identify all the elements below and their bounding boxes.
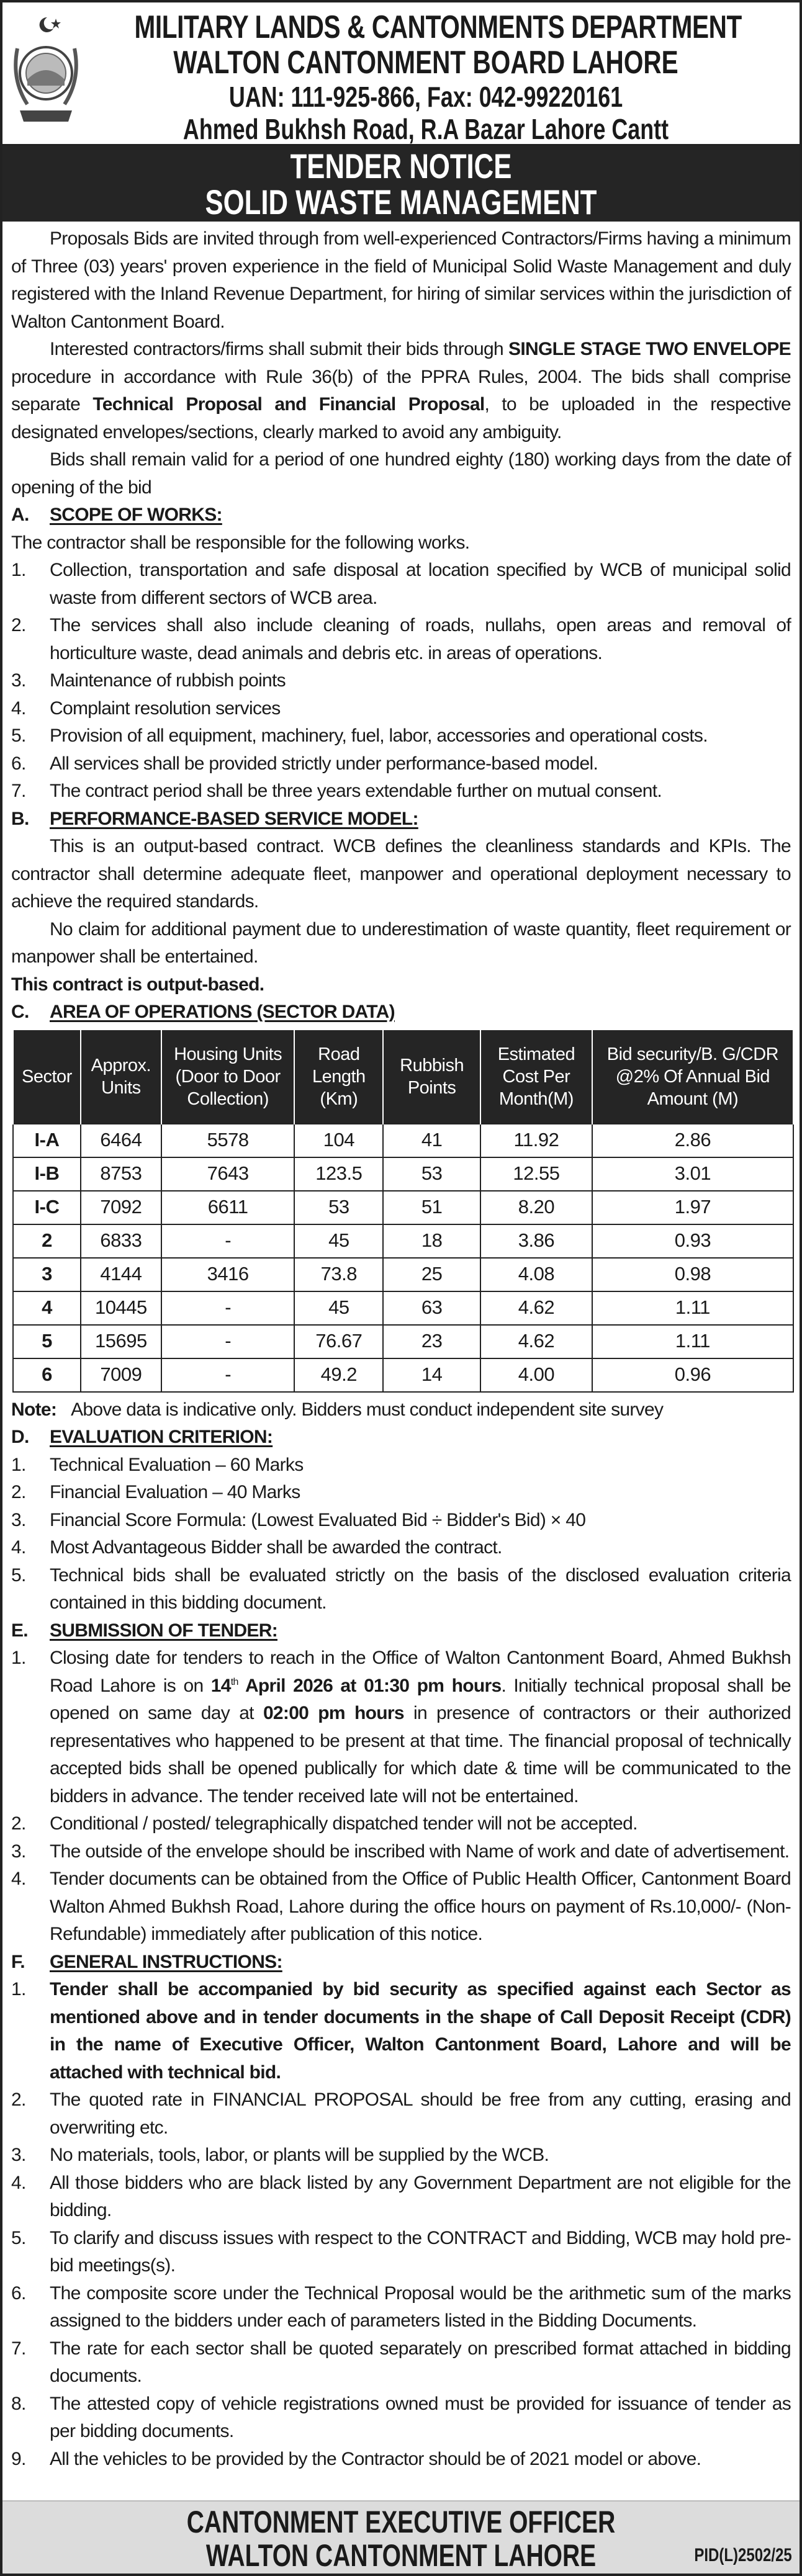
table-cell: 7009 bbox=[81, 1358, 161, 1392]
list-number: 3. bbox=[11, 670, 26, 691]
list-item bbox=[11, 1645, 791, 1810]
text-segment: This is an output-based contract. WCB defines the cleanliness standards and KPIs. The contractor shall determine adequate fleet, manpower and operational deployment necessary to achieve the required standards. bbox=[11, 836, 791, 912]
list-number: 8. bbox=[11, 2393, 26, 2414]
list-text bbox=[50, 557, 791, 612]
list-number: 6. bbox=[11, 2282, 26, 2304]
text-segment: Technical Proposal and Financial Proposal bbox=[92, 394, 485, 415]
table-cell: 7643 bbox=[161, 1157, 295, 1191]
list-text bbox=[50, 2390, 791, 2446]
list-number: 3. bbox=[11, 1509, 26, 1530]
list-text bbox=[50, 695, 791, 723]
table-cell: 0.98 bbox=[592, 1258, 793, 1291]
notice-title: TENDER NOTICE bbox=[290, 146, 512, 186]
table-row bbox=[13, 1258, 793, 1291]
list-text bbox=[50, 1479, 791, 1507]
list-item bbox=[11, 722, 791, 750]
table-cell: 1.11 bbox=[592, 1291, 793, 1325]
table-cell: 4144 bbox=[81, 1258, 161, 1291]
list-text bbox=[50, 2335, 791, 2390]
text-segment: The quoted rate in FINANCIAL PROPOSAL should be free from any cutting, erasing and overwriting etc. bbox=[50, 2089, 791, 2138]
table-cell: 1.11 bbox=[592, 1325, 793, 1358]
list-item bbox=[11, 612, 791, 667]
text-segment: SINGLE STAGE TWO ENVELOPE bbox=[508, 339, 791, 359]
text-segment: Technical bids shall be evaluated strictly on the basis of the disclosed evaluation criteria contained in this bidding document. bbox=[50, 1564, 791, 1613]
table-cell: 6611 bbox=[161, 1191, 295, 1224]
sector-cell: 3 bbox=[13, 1258, 81, 1291]
text-segment: This contract is output-based. bbox=[11, 974, 264, 995]
table-cell: 0.93 bbox=[592, 1224, 793, 1258]
table-cell: 3416 bbox=[161, 1258, 295, 1291]
department-name: MILITARY LANDS & CANTONMENTS DEPARTMENT bbox=[134, 9, 742, 45]
letterhead bbox=[2, 2, 800, 146]
section-title: EVALUATION CRITERION: bbox=[50, 1427, 273, 1447]
table-cell: 49.2 bbox=[294, 1358, 383, 1392]
text-segment: No materials, tools, labor, or plants will be supplied by the WCB. bbox=[50, 2145, 549, 2165]
list-text bbox=[50, 750, 791, 778]
table-cell: 4.62 bbox=[480, 1325, 592, 1358]
text-segment: Maintenance of rubbish points bbox=[50, 670, 286, 691]
table-cell: - bbox=[161, 1325, 295, 1358]
list-item bbox=[11, 1562, 791, 1617]
text-segment: procedure in accordance with Rule 36(b) of the PPRA Rules, 2004. The bids shall comprise separate bbox=[11, 366, 791, 415]
text-segment: Collection, transportation and safe disposal at location specified by WCB of municipal solid waste from different sectors of WCB area. bbox=[50, 560, 791, 608]
section-letter: C. bbox=[11, 1002, 29, 1022]
list-text bbox=[50, 1645, 791, 1810]
section-heading bbox=[11, 806, 791, 833]
list-text bbox=[50, 1562, 791, 1617]
table-row bbox=[13, 1157, 793, 1191]
list-text bbox=[50, 2446, 791, 2474]
section-heading bbox=[11, 1424, 791, 1452]
table-cell: 3.86 bbox=[480, 1224, 592, 1258]
list-item bbox=[11, 667, 791, 695]
text-segment: No claim for additional payment due to underestimation of waste quantity, fleet requirement or manpower shall be entertained. bbox=[11, 918, 791, 967]
signature-footer bbox=[2, 2500, 800, 2574]
table-cell: 51 bbox=[383, 1191, 480, 1224]
text-segment: The outside of the envelope should be inscribed with Name of work and date of advertisement. bbox=[50, 1841, 790, 1862]
section-title: GENERAL INSTRUCTIONS: bbox=[50, 1951, 282, 1972]
note-text: Above data is indicative only. Bidders must conduct independent site survey bbox=[71, 1399, 664, 1420]
table-cell: - bbox=[161, 1224, 295, 1258]
table-cell: 23 bbox=[383, 1325, 480, 1358]
text-segment: Conditional / posted/ telegraphically dispatched tender will not be accepted. bbox=[50, 1813, 638, 1834]
section-performance-model bbox=[11, 806, 791, 999]
column-header: Estimated Cost Per Month(M) bbox=[480, 1030, 592, 1124]
text-segment: April 2026 at 01:30 pm hours bbox=[238, 1675, 502, 1696]
text-segment: To clarify and discuss issues with respect to the CONTRACT and Bidding, WCB may hold pre-bid meetings(s). bbox=[50, 2227, 791, 2276]
title-banner bbox=[2, 146, 800, 222]
list-text bbox=[50, 2225, 791, 2280]
paragraph bbox=[11, 336, 791, 446]
text-segment: The rate for each sector shall be quoted separately on prescribed format attached in bidding documents. bbox=[50, 2338, 791, 2386]
text-segment: The services shall also include cleaning of roads, nullahs, open areas and removal of horticulture waste, dead animals and debris etc. in areas of operations. bbox=[50, 615, 791, 663]
list-text bbox=[50, 778, 791, 806]
table-cell: 1.97 bbox=[592, 1191, 793, 1224]
list-number: 4. bbox=[11, 698, 26, 719]
text-segment: Tender shall be accompanied by bid security as specified against each Sector as mentioned above and in tender documents in the shape of Call Deposit Receipt (CDR) in the name of Executive Officer, Walton Cantonment Board, Lahore and will be attached with technical bid. bbox=[50, 1979, 791, 2083]
section-title: SCOPE OF WORKS: bbox=[50, 505, 222, 525]
section-letter: D. bbox=[11, 1427, 29, 1447]
section-letter: F. bbox=[11, 1951, 25, 1972]
list-number: 1. bbox=[11, 1979, 26, 1999]
table-cell: 53 bbox=[383, 1157, 480, 1191]
table-cell: 45 bbox=[294, 1291, 383, 1325]
table-cell: 2.86 bbox=[592, 1124, 793, 1157]
board-name: WALTON CANTONMENT BOARD LAHORE bbox=[173, 45, 678, 81]
text-segment: Proposals Bids are invited through from well-experienced Contractors/Firms having a minimum of Three (03) years' proven experience in the field of Municipal Solid Waste Management and duly registered with the Inland Revenue Department, for hiring of similar services within the jurisdiction of Walton Cantonment Board. bbox=[11, 228, 791, 332]
list-item bbox=[11, 1452, 791, 1479]
table-cell: 15695 bbox=[81, 1325, 161, 1358]
intro bbox=[11, 225, 791, 501]
section-heading bbox=[11, 1949, 791, 1977]
note-label: Note: bbox=[11, 1399, 57, 1420]
table-cell: 123.5 bbox=[294, 1157, 383, 1191]
table-cell: 10445 bbox=[81, 1291, 161, 1325]
table-cell: - bbox=[161, 1358, 295, 1392]
list-item bbox=[11, 1865, 791, 1949]
table-cell: 4.08 bbox=[480, 1258, 592, 1291]
list-text bbox=[50, 722, 791, 750]
text-segment: Bids shall remain valid for a period of one hundred eighty (180) working days from the date of opening of the bid bbox=[11, 449, 791, 498]
list-number: 6. bbox=[11, 753, 26, 774]
list-text bbox=[50, 1452, 791, 1479]
section-heading bbox=[11, 501, 791, 529]
list-item bbox=[11, 2280, 791, 2335]
list-item bbox=[11, 778, 791, 806]
list-text bbox=[50, 612, 791, 667]
list-number: 1. bbox=[11, 1454, 26, 1475]
list-text bbox=[50, 1838, 791, 1866]
table-cell: 3.01 bbox=[592, 1157, 793, 1191]
list-text bbox=[50, 1865, 791, 1949]
list-text bbox=[50, 2170, 791, 2225]
column-header: Approx. Units bbox=[81, 1030, 161, 1124]
list-text bbox=[50, 1976, 791, 2086]
list-number: 2. bbox=[11, 615, 26, 635]
table-cell: 41 bbox=[383, 1124, 480, 1157]
sector-cell: 6 bbox=[13, 1358, 81, 1392]
notice-body bbox=[2, 222, 800, 2473]
list-text bbox=[50, 1534, 791, 1562]
notice-subtitle: SOLID WASTE MANAGEMENT bbox=[205, 182, 597, 222]
list-item bbox=[11, 2446, 791, 2474]
table-row bbox=[13, 1224, 793, 1258]
list-number: 4. bbox=[11, 1537, 26, 1558]
table-row bbox=[13, 1358, 793, 1392]
table-cell: - bbox=[161, 1291, 295, 1325]
table-cell: 73.8 bbox=[294, 1258, 383, 1291]
table-cell: 4.62 bbox=[480, 1291, 592, 1325]
list-number: 3. bbox=[11, 1841, 26, 1862]
list-item bbox=[11, 1534, 791, 1562]
sector-cell: 4 bbox=[13, 1291, 81, 1325]
column-header: Housing Units (Door to Door Collection) bbox=[161, 1030, 295, 1124]
table-cell: 14 bbox=[383, 1358, 480, 1392]
text-segment: Provision of all equipment, machinery, fuel, labor, accessories and operational costs. bbox=[50, 725, 708, 746]
section-heading bbox=[11, 999, 791, 1026]
sector-cell: I-B bbox=[13, 1157, 81, 1191]
paragraph bbox=[11, 916, 791, 971]
text-segment: The contract period shall be three years extendable further on mutual consent. bbox=[50, 781, 662, 801]
list-item bbox=[11, 2390, 791, 2446]
list-number: 4. bbox=[11, 2172, 26, 2193]
list-item bbox=[11, 2086, 791, 2142]
section-evaluation-criterion bbox=[11, 1424, 791, 1617]
text-segment: The contractor shall be responsible for the following works. bbox=[11, 532, 470, 553]
text-segment: All services shall be provided strictly under performance-based model. bbox=[50, 753, 598, 774]
text-segment: Complaint resolution services bbox=[50, 698, 281, 719]
list-text bbox=[50, 1810, 791, 1838]
column-header: Rubbish Points bbox=[383, 1030, 480, 1124]
list-item bbox=[11, 2225, 791, 2280]
sector-data-table bbox=[12, 1030, 794, 1393]
list-item bbox=[11, 1976, 791, 2086]
text-segment: Tender documents can be obtained from the Office of Public Health Officer, Cantonment Board Walton Ahmed Bukhsh Road, Lahore during the office hours on payment of Rs.10,000/- (Non-Refundable) immediately after publication of this notice. bbox=[50, 1869, 791, 1944]
list-number: 3. bbox=[11, 2145, 26, 2165]
list-number: 5. bbox=[11, 725, 26, 746]
list-number: 4. bbox=[11, 1869, 26, 1889]
column-header: Road Length (Km) bbox=[294, 1030, 383, 1124]
list-item bbox=[11, 2170, 791, 2225]
list-number: 5. bbox=[11, 1564, 26, 1586]
list-item bbox=[11, 1810, 791, 1838]
section-general-instructions bbox=[11, 1949, 791, 2474]
list-text bbox=[50, 2086, 791, 2142]
text-segment: Interested contractors/firms shall submit their bids through bbox=[50, 339, 509, 359]
table-cell: 45 bbox=[294, 1224, 383, 1258]
list-item bbox=[11, 2335, 791, 2390]
table-cell: 4.00 bbox=[480, 1358, 592, 1392]
officer-title: CANTONMENT EXECUTIVE OFFICER bbox=[186, 2505, 616, 2539]
list-number: 7. bbox=[11, 781, 26, 801]
text-segment: Technical Evaluation – 60 Marks bbox=[50, 1454, 304, 1475]
officer-office: WALTON CANTONMENT LAHORE bbox=[205, 2538, 597, 2573]
table-cell: 53 bbox=[294, 1191, 383, 1224]
list-item bbox=[11, 1838, 791, 1866]
list-number: 2. bbox=[11, 2089, 26, 2110]
text-segment: 02:00 pm hours bbox=[263, 1703, 404, 1723]
section-title: SUBMISSION OF TENDER: bbox=[50, 1620, 277, 1641]
section-scope-of-works bbox=[11, 501, 791, 806]
table-cell: 63 bbox=[383, 1291, 480, 1325]
table-cell: 12.55 bbox=[480, 1157, 592, 1191]
list-item bbox=[11, 750, 791, 778]
text-segment: The attested copy of vehicle registrations owned must be provided for issuance of tender as per bidding documents. bbox=[50, 2393, 791, 2441]
text-segment: . Initially technical proposal shall be opened on same day at bbox=[50, 1675, 791, 1723]
list-number: 7. bbox=[11, 2338, 26, 2359]
column-header: Bid security/B. G/CDR @2% Of Annual Bid Amount (M) bbox=[592, 1030, 793, 1124]
table-cell: 76.67 bbox=[294, 1325, 383, 1358]
table-header-row bbox=[13, 1030, 793, 1124]
list-number: 1. bbox=[11, 560, 26, 580]
table-cell: 18 bbox=[383, 1224, 480, 1258]
sector-cell: 2 bbox=[13, 1224, 81, 1258]
paragraph bbox=[11, 971, 791, 999]
table-row bbox=[13, 1325, 793, 1358]
table-cell: 6833 bbox=[81, 1224, 161, 1258]
text-segment: , to be uploaded in the respective designated envelopes/sections, clearly marked to avoid any ambiguity. bbox=[11, 394, 791, 442]
column-header: Sector bbox=[13, 1030, 81, 1124]
section-letter: A. bbox=[11, 505, 29, 525]
pid-number: PID(L)2502/25 bbox=[694, 2545, 792, 2565]
section-title: PERFORMANCE-BASED SERVICE MODEL: bbox=[50, 808, 418, 829]
list-text bbox=[50, 1507, 791, 1535]
table-cell: 11.92 bbox=[480, 1124, 592, 1157]
list-text bbox=[50, 2280, 791, 2335]
section-title: AREA OF OPERATIONS (SECTOR DATA) bbox=[50, 1002, 395, 1022]
text-segment: All those bidders who are black listed by any Government Department are not eligible for the bidding. bbox=[50, 2172, 791, 2220]
table-cell: 8.20 bbox=[480, 1191, 592, 1224]
text-segment: Financial Score Formula: (Lowest Evaluated Bid ÷ Bidder's Bid) × 40 bbox=[50, 1509, 586, 1530]
list-text bbox=[50, 2142, 791, 2170]
text-segment: in presence of contractors or their authorized representatives who happened to be present at that time. The financial proposal of technically accepted bids shall be opened publically for which date & time will be communicated to the bidders in advance. The tender received late will not be entertained. bbox=[50, 1703, 791, 1806]
sector-cell: 5 bbox=[13, 1325, 81, 1358]
table-note bbox=[11, 1396, 791, 1424]
list-text bbox=[50, 667, 791, 695]
section-area-of-operations bbox=[11, 999, 791, 1424]
text-segment: Most Advantageous Bidder shall be awarded the contract. bbox=[50, 1537, 502, 1558]
list-number: 1. bbox=[11, 1648, 26, 1668]
list-item bbox=[11, 1479, 791, 1507]
paragraph bbox=[11, 225, 791, 336]
list-number: 5. bbox=[11, 2227, 26, 2248]
list-item bbox=[11, 2142, 791, 2170]
table-cell: 8753 bbox=[81, 1157, 161, 1191]
paragraph bbox=[11, 833, 791, 916]
text-segment: 14 bbox=[210, 1675, 231, 1696]
text-segment: All the vehicles to be provided by the Contractor should be of 2021 model or above. bbox=[50, 2448, 701, 2469]
table-cell: 7092 bbox=[81, 1191, 161, 1224]
list-item bbox=[11, 695, 791, 723]
text-segment: th bbox=[230, 1676, 238, 1687]
section-heading bbox=[11, 1617, 791, 1645]
table-cell: 5578 bbox=[161, 1124, 295, 1157]
table-cell: 6464 bbox=[81, 1124, 161, 1157]
sector-cell: I-C bbox=[13, 1191, 81, 1224]
section-submission-of-tender bbox=[11, 1617, 791, 1949]
text-segment: The composite score under the Technical Proposal would be the arithmetic sum of the marks assigned to the bidders under each of parameters listed in the Bidding Documents. bbox=[50, 2282, 791, 2331]
address: Ahmed Bukhsh Road, R.A Bazar Lahore Cantt bbox=[182, 113, 669, 145]
section-letter: B. bbox=[11, 808, 29, 829]
list-number: 2. bbox=[11, 1813, 26, 1834]
cantonment-emblem-logo bbox=[9, 11, 82, 135]
table-cell: 25 bbox=[383, 1258, 480, 1291]
text-segment: Financial Evaluation – 40 Marks bbox=[50, 1482, 300, 1502]
paragraph bbox=[11, 446, 791, 501]
paragraph bbox=[11, 529, 791, 557]
contact-numbers: UAN: 111-925-866, Fax: 042-99220161 bbox=[228, 81, 623, 113]
table-row bbox=[13, 1291, 793, 1325]
list-item bbox=[11, 557, 791, 612]
sector-cell: I-A bbox=[13, 1124, 81, 1157]
list-item bbox=[11, 1507, 791, 1535]
section-letter: E. bbox=[11, 1620, 28, 1641]
text-segment: Closing date for tenders to reach in the Office of Walton Cantonment Board, Ahmed Bukhsh Road Lahore is on bbox=[50, 1648, 791, 1696]
table-row bbox=[13, 1124, 793, 1157]
table-cell: 104 bbox=[294, 1124, 383, 1157]
table-row bbox=[13, 1191, 793, 1224]
list-number: 2. bbox=[11, 1482, 26, 1502]
table-cell: 0.96 bbox=[592, 1358, 793, 1392]
list-number: 9. bbox=[11, 2448, 26, 2469]
